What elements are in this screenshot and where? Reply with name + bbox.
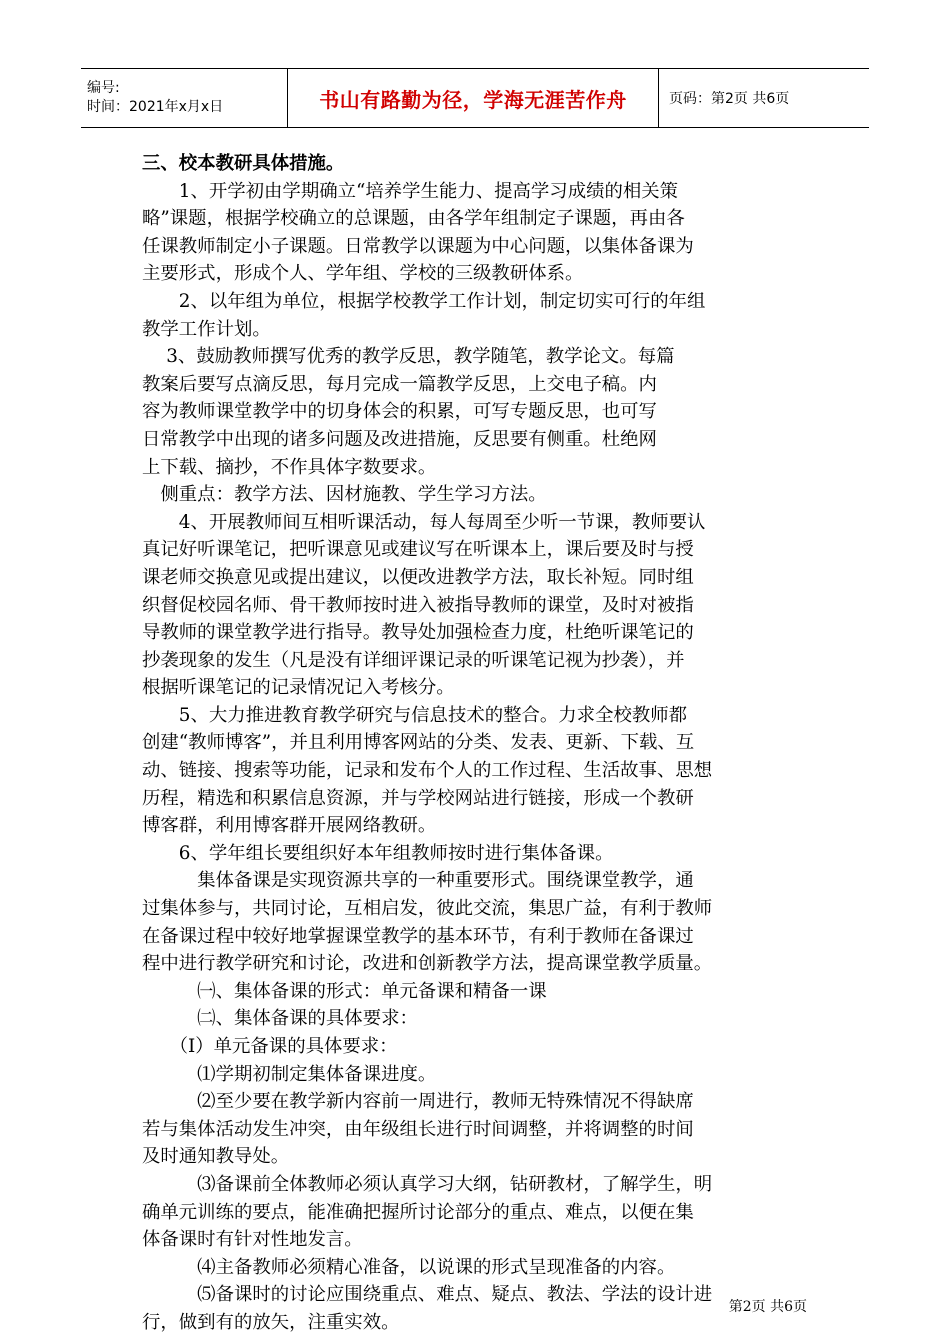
body-line: 5、大力推进教育教学研究与信息技术的整合。力求全校教师都 [142, 704, 688, 726]
body-line: 程中进行教学研究和讨论，改进和创新教学方法，提高课堂教学质量。 [142, 953, 713, 975]
body-line: 1、开学初由学期确立“培养学生能力、提高学习成绩的相关策 [142, 180, 679, 202]
document-body [142, 150, 812, 1337]
body-line: 主要形式，形成个人、学年组、学校的三级教研体系。 [142, 263, 584, 285]
body-line: 4、开展教师间互相听课活动，每人每周至少听一节课，教师要认 [142, 511, 706, 533]
body-line: 真记好听课笔记，把听课意见或建议写在听课本上，课后要及时与授 [142, 539, 694, 561]
body-line: 侧重点：教学方法、因材施教、学生学习方法。 [142, 484, 547, 506]
body-line: 过集体参与，共同讨论，互相启发，彼此交流，集思广益，有利于教师 [142, 898, 713, 920]
page-footer: 第2页 共6页 [728, 1299, 807, 1315]
body-line: 织督促校园名师、骨干教师按时进入被指导教师的课堂，及时对被指 [142, 594, 694, 616]
number-label: 编号: [87, 80, 120, 96]
body-line: 课老师交换意见或提出建议，以便改进教学方法，取长补短。同时组 [142, 566, 694, 588]
header-motto: 书山有路勤为径，学海无涯苦作舟 [319, 87, 627, 112]
body-line: 动、链接、搜索等功能，记录和发布个人的工作过程、生活故事、思想 [142, 760, 713, 782]
body-line: 上下载、摘抄，不作具体字数要求。 [142, 456, 437, 478]
body-line: 日常教学中出现的诸多问题及改进措施，反思要有侧重。杜绝网 [142, 428, 657, 450]
document-header [81, 68, 869, 128]
body-line: ⑵至少要在教学新内容前一周进行，教师无特殊情况不得缺席 [142, 1091, 694, 1113]
body-line: 2、以年组为单位，根据学校教学工作计划，制定切实可行的年组 [142, 290, 706, 312]
header-page-label: 页码：第2页 共6页 [669, 91, 790, 107]
body-line: ⑷主备教师必须精心准备，以说课的形式呈现准备的内容。 [142, 1256, 676, 1278]
body-line: 确单元训练的要点，能准确把握所讨论部分的重点、难点，以便在集 [142, 1201, 694, 1223]
body-line: 教案后要写点滴反思，每月完成一篇教学反思，上交电子稿。内 [142, 373, 657, 395]
body-line: 6、学年组长要组织好本年组教师按时进行集体备课。 [142, 842, 614, 864]
body-line: 任课教师制定小子课题。日常教学以课题为中心问题，以集体备课为 [142, 235, 694, 257]
body-line: （Ⅰ）单元备课的具体要求： [142, 1036, 398, 1057]
body-line: 教学工作计划。 [142, 318, 271, 340]
body-line: 略”课题，根据学校确立的总课题，由各学年组制定子课题，再由各 [142, 208, 685, 230]
body-line: ⑶备课前全体教师必须认真学习大纲，钻研教材，了解学生，明 [142, 1173, 713, 1195]
body-lines [142, 178, 812, 1337]
header-motto-cell [288, 69, 659, 128]
body-line: 若与集体活动发生冲突，由年级组长进行时间调整，并将调整的时间 [142, 1118, 694, 1140]
body-line: ⑴学期初制定集体备课进度。 [142, 1063, 437, 1085]
body-line: 创建“教师博客”，并且利用博客网站的分类、发表、更新、下载、互 [142, 732, 695, 754]
section-heading: 三、校本教研具体措施。 [142, 153, 345, 174]
body-line: 及时通知教导处。 [142, 1146, 290, 1168]
body-line: 容为教师课堂教学中的切身体会的积累，可写专题反思，也可写 [142, 401, 657, 423]
body-line: ㈠、集体备课的形式：单元备课和精备一课 [142, 980, 547, 1002]
body-line: ㈡、集体备课的具体要求： [142, 1008, 418, 1030]
body-line: 行，做到有的放矢，注重实效。 [142, 1311, 400, 1333]
body-line: 3、鼓励教师撰写优秀的教学反思，教学随笔，教学论文。每篇 [142, 346, 675, 368]
body-line: 导教师的课堂教学进行指导。教导处加强检查力度，杜绝听课笔记的 [142, 622, 694, 644]
header-meta [81, 69, 288, 128]
body-line: 博客群，利用博客群开展网络教研。 [142, 815, 437, 837]
body-line: 体备课时有针对性地发言。 [142, 1229, 363, 1251]
time-label: 时间：2021年x月x日 [87, 99, 224, 115]
body-line: 在备课过程中较好地掌握课堂教学的基本环节，有利于教师在备课过 [142, 925, 694, 947]
body-line: 根据听课笔记的记录情况记入考核分。 [142, 677, 455, 699]
body-line: ⑸备课时的讨论应围绕重点、难点、疑点、教法、学法的设计进 [142, 1284, 713, 1306]
body-line: 历程，精选和积累信息资源，并与学校网站进行链接，形成一个教研 [142, 787, 694, 809]
body-line: 集体备课是实现资源共享的一种重要形式。围绕课堂教学，通 [142, 870, 694, 892]
body-line: 抄袭现象的发生（凡是没有详细评课记录的听课笔记视为抄袭），并 [142, 649, 685, 671]
